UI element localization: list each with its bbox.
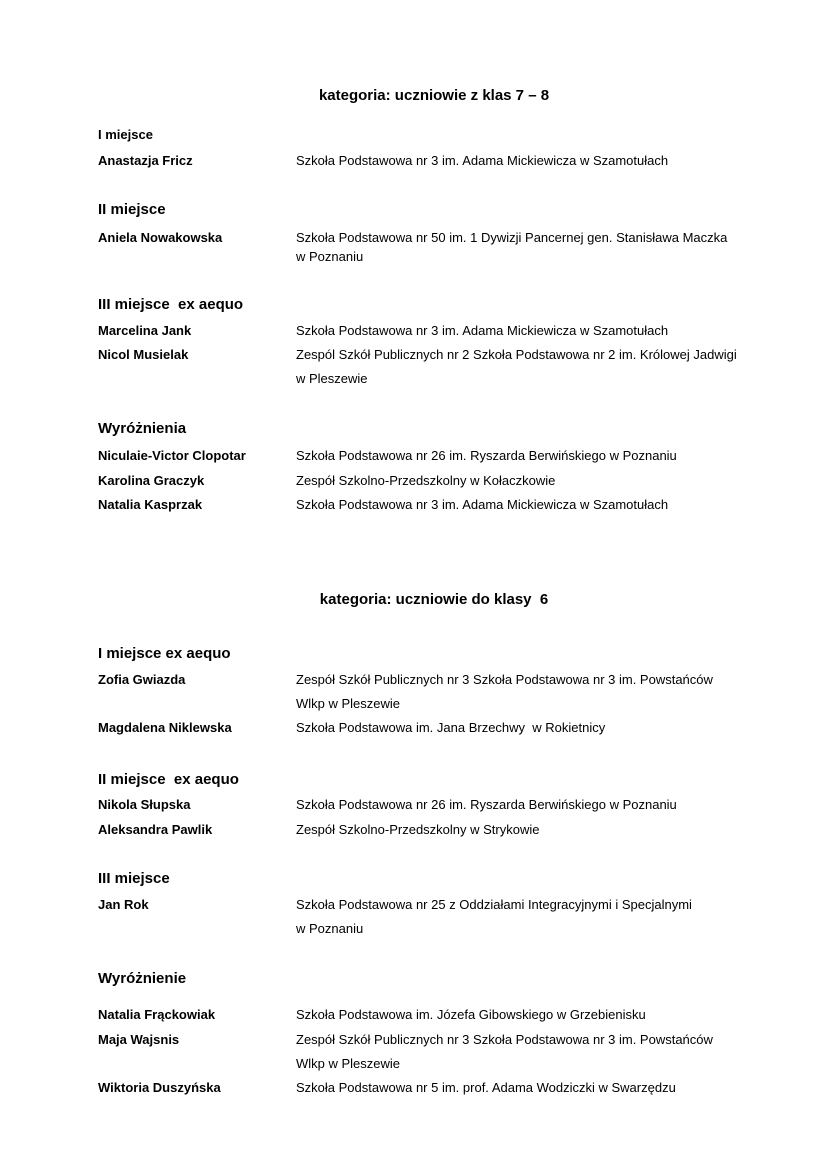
result-row (98, 347, 770, 387)
school-name (296, 1032, 770, 1072)
school-name (296, 323, 770, 339)
school-line: w Poznaniu (296, 921, 364, 936)
school-line: Zespół Szkół Publicznych nr 3 Szkoła Podstawowa nr 3 im. Powstańców (296, 1032, 713, 1047)
group-heading-wyroznienie: Wyróżnienie (98, 970, 187, 987)
school-name (296, 497, 770, 513)
result-row (98, 1007, 770, 1023)
school-line: Wlkp w Pleszewie (296, 696, 401, 711)
section-title-klasy-7-8: kategoria: uczniowie z klas 7 – 8 (318, 87, 550, 104)
group-heading-1-miejsce-ex-aequo: I miejsce ex aequo (98, 645, 231, 662)
school-name (296, 1007, 770, 1023)
result-row (98, 323, 770, 339)
group-heading-wyroznienia: Wyróżnienia (98, 420, 187, 437)
school-line: Szkoła Podstawowa nr 3 im. Adama Mickiewicza w Szamotułach (296, 497, 669, 512)
winner-name: Zofia Gwiazda (98, 672, 186, 687)
result-row (98, 897, 770, 937)
school-name (296, 822, 770, 838)
school-line: Szkoła Podstawowa nr 26 im. Ryszarda Berwińskiego w Poznaniu (296, 797, 677, 812)
winner-name: Anastazja Fricz (98, 153, 193, 168)
school-line: w Poznaniu (296, 249, 364, 264)
school-line: Zespół Szkolno-Przedszkolny w Kołaczkowie (296, 473, 556, 488)
winner-name: Natalia Frąckowiak (98, 1007, 216, 1022)
school-line: Szkoła Podstawowa nr 5 im. prof. Adama Wodziczki w Swarzędzu (296, 1080, 676, 1095)
result-row (98, 1032, 770, 1072)
group-heading-2-miejsce: II miejsce (98, 201, 166, 218)
result-row (98, 797, 770, 813)
school-line: Szkoła Podstawowa nr 3 im. Adama Mickiewicza w Szamotułach (296, 323, 669, 338)
school-name (296, 347, 770, 387)
result-row (98, 822, 770, 838)
winner-name: Wiktoria Duszyńska (98, 1080, 221, 1095)
winner-name: Maja Wajsnis (98, 1032, 180, 1047)
result-row (98, 497, 770, 513)
school-line: w Pleszewie (296, 371, 368, 386)
section-title-do-klasy-6: kategoria: uczniowie do klasy 6 (319, 591, 549, 608)
school-name (296, 720, 770, 736)
winner-name: Aniela Nowakowska (98, 230, 223, 245)
result-row (98, 153, 770, 169)
school-name (296, 897, 770, 937)
winner-name: Marcelina Jank (98, 323, 192, 338)
school-name (296, 228, 770, 266)
winner-name: Nikola Słupska (98, 797, 191, 812)
school-name (296, 797, 770, 813)
school-name (296, 448, 770, 464)
school-name (296, 1080, 770, 1096)
school-line: Wlkp w Pleszewie (296, 1056, 401, 1071)
result-row (98, 473, 770, 489)
school-line: Szkoła Podstawowa nr 26 im. Ryszarda Berwińskiego w Poznaniu (296, 448, 677, 463)
school-line: Szkoła Podstawowa nr 3 im. Adama Mickiewicza w Szamotułach (296, 153, 669, 168)
winner-name: Jan Rok (98, 897, 149, 912)
group-heading-1-miejsce: I miejsce (98, 127, 153, 142)
result-row (98, 720, 770, 736)
school-line: Zespół Szkolno-Przedszkolny w Strykowie (296, 822, 540, 837)
school-line: Szkoła Podstawowa im. Józefa Gibowskiego w Grzebienisku (296, 1007, 646, 1022)
school-name (296, 473, 770, 489)
winner-name: Natalia Kasprzak (98, 497, 203, 512)
winner-name: Nicol Musielak (98, 347, 189, 362)
school-name (296, 672, 770, 712)
result-row (98, 228, 770, 266)
winner-name: Aleksandra Pawlik (98, 822, 213, 837)
school-line: Szkoła Podstawowa im. Jana Brzechwy w Rokietnicy (296, 720, 606, 735)
result-row (98, 448, 770, 464)
winner-name: Niculaie-Victor Clopotar (98, 448, 246, 463)
group-heading-2-miejsce-ex-aequo: II miejsce ex aequo (98, 771, 239, 788)
school-name (296, 153, 770, 169)
school-line: Szkoła Podstawowa nr 50 im. 1 Dywizji Pancernej gen. Stanisława Maczka (296, 230, 728, 245)
school-line: Zespół Szkół Publicznych nr 3 Szkoła Podstawowa nr 3 im. Powstańców (296, 672, 713, 687)
school-line: Szkoła Podstawowa nr 25 z Oddziałami Integracyjnymi i Specjalnymi (296, 897, 692, 912)
result-row (98, 672, 770, 712)
group-heading-3-miejsce: III miejsce (98, 870, 170, 887)
school-line: Zespól Szkół Publicznych nr 2 Szkoła Podstawowa nr 2 im. Królowej Jadwigi (296, 347, 737, 362)
group-heading-3-miejsce-ex-aequo: III miejsce ex aequo (98, 296, 244, 313)
winner-name: Karolina Graczyk (98, 473, 205, 488)
result-row (98, 1080, 770, 1096)
winner-name: Magdalena Niklewska (98, 720, 232, 735)
